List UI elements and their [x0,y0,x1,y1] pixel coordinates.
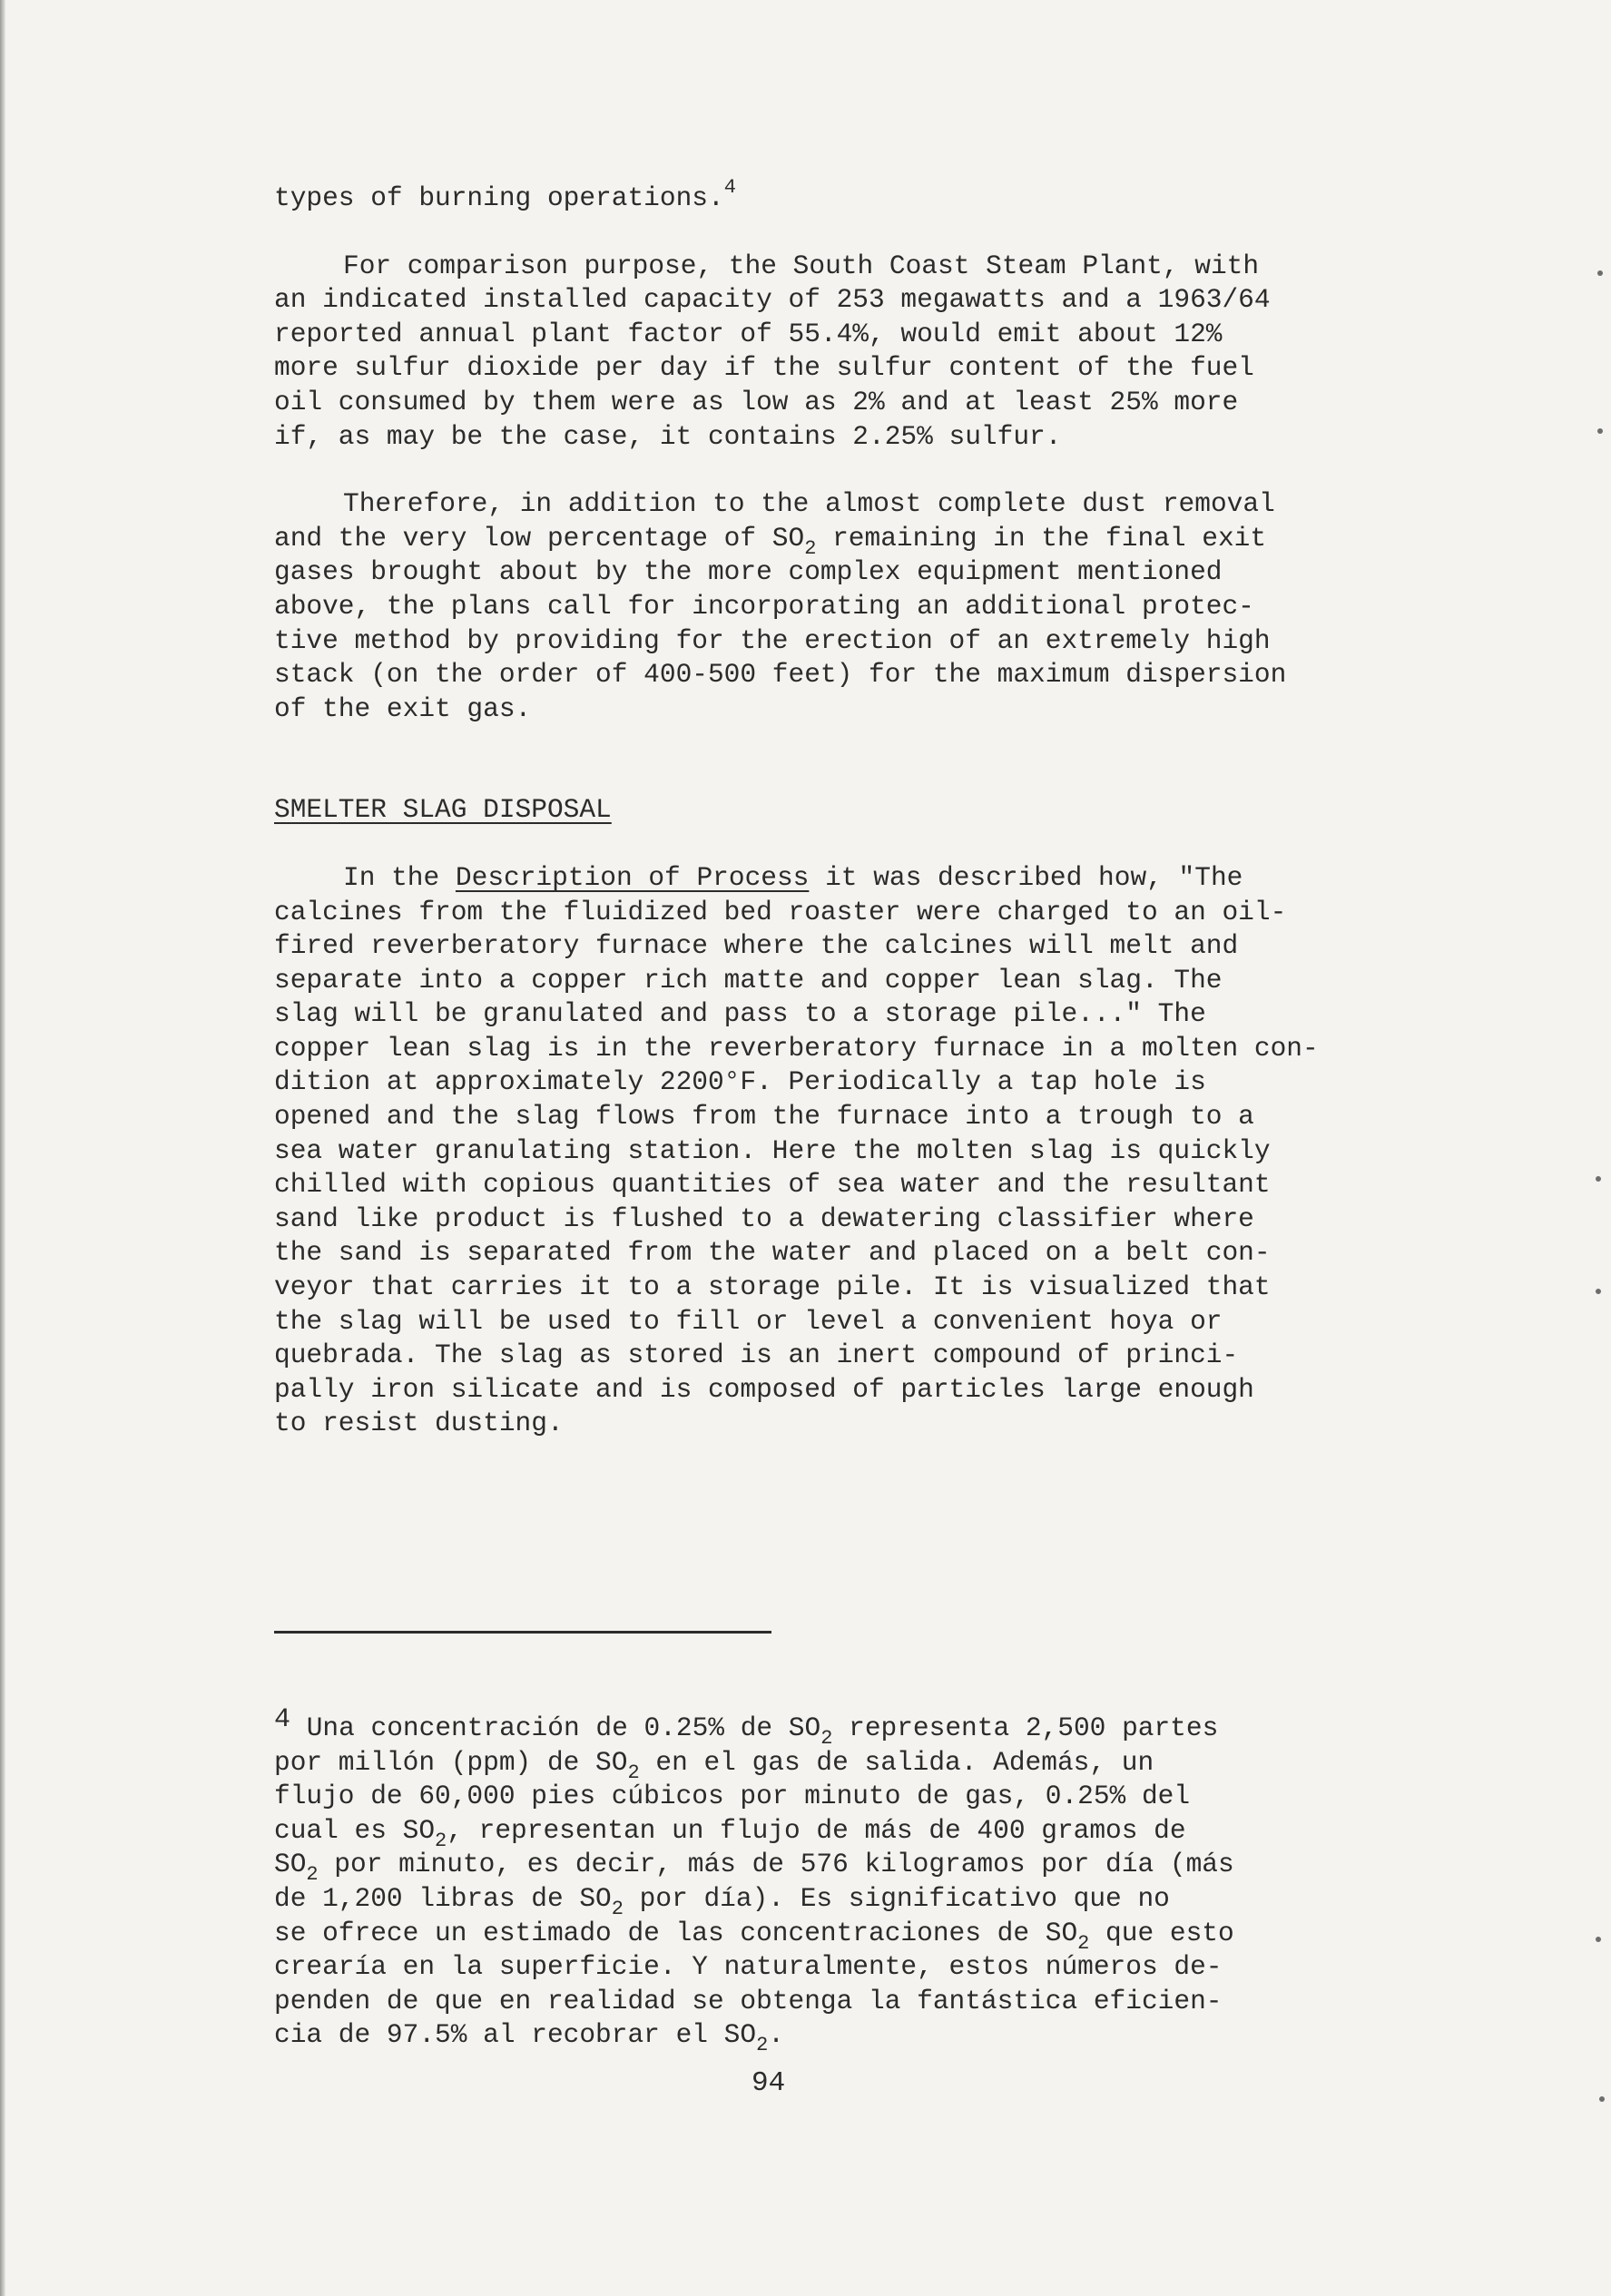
scan-speck [1596,1176,1601,1182]
document-body [274,176,1390,1441]
paragraph-text: remaining in the final exit gases brought about by the more complex equipment mentioned above, the plans call for incorporating an additional protec- tive method by providing for the erection of an extremely high stack (on the order of 400-500 feet) for the maximum dispersion of the exit gas. [274,522,1287,724]
footnote-text: Una concentración de 0.25% de SO [290,1712,821,1743]
page-edge [0,0,5,2296]
subscript: 2 [611,1897,624,1920]
section-heading: SMELTER SLAG DISPOSAL [274,794,612,826]
paragraph-text: it was described how, "The calcines from the fluidized bed roaster were charged to an oil- fired reverberatory furnace where the calcines will melt and separate into a copper rich matte and copper lean slag. The slag will be granulated and pass to a storage pile..." The copper lean slag is in the reverberatory furnace in a molten con- dition at approximately 2200°F. Periodically a tap hole is opened and the slag flows from the furnace into a trough to a sea water granulating station. Here the molten slag is quickly chilled with copious quantities of sea water and the resultant sand like product is flushed to a dewatering classifier where the sand is separated from the water and placed on a belt con- veyor that carries it to a storage pile. It is visualized that the slag will be used to fill or level a convenient hoya or quebrada. The slag as stored is an inert compound of princi- pally iron silicate and is composed of particles large enough to resist dusting. [274,861,1319,1439]
scan-speck [1596,1937,1601,1942]
footnote [274,1704,1390,2057]
footnote-text: representa 2,500 partes por millón (ppm) de SO [274,1712,1219,1778]
paragraph-text: Therefore, in addition to the almost complete dust removal and the very low percentage of SO [274,488,1275,554]
scan-speck [1596,1289,1601,1294]
scan-speck [1597,270,1603,276]
paragraph-continuation [274,176,1390,216]
footnote-text: . [768,2019,784,2051]
footnote-text: por día). Es significativo que no se ofrece un estimado de las concentraciones de SO [274,1882,1170,1948]
footnote-text: por minuto, es decir, más de 576 kilogramos por día (más de 1,200 libras de SO [274,1849,1234,1914]
footnote-text: , representan un flujo de más de 400 gramos de SO [274,1814,1186,1880]
paragraph-therefore [274,487,1390,726]
footnote-reference: 4 [723,176,736,199]
subscript: 2 [627,1761,640,1784]
paragraph-text: types of burning operations. [274,182,724,213]
referenced-section-title: Description of Process [455,861,810,893]
subscript: 2 [435,1829,447,1852]
footnote-text: en el gas de salida. Además, un flujo de 60,000 pies cúbicos por minuto de gas, 0.25% del cual es SO [274,1746,1191,1846]
paragraph-comparison: For comparison purpose, the South Coast Steam Plant, with an indicated installed capacity of 253 megawatts and a 1963/64 reported annual plant factor of 55.4%, would emit about 12% more sulfur dioxide per day if the sulfur content of the fuel oil consumed by them were as low as 2% and at least 25% more if, as may be the case, it contains 2.25% sulfur. [274,250,1271,452]
footnote-mark: 4 [274,1704,291,1735]
subscript: 2 [804,536,817,560]
footnote-text: que esto crearía en la superficie. Y naturalmente, estos números de- penden de que en realidad se obtenga la fantástica eficien- cia de 97.5% al recobrar el SO [274,1917,1234,2051]
page-number: 94 [751,2067,786,2099]
subscript: 2 [820,1727,833,1750]
paragraph-text: In the [343,861,456,893]
subscript: 2 [306,1863,319,1887]
paragraph-slag-disposal [274,861,1390,1441]
footnote-separator [274,1631,771,1634]
scan-speck [1597,428,1603,434]
subscript: 2 [1077,1931,1090,1955]
subscript: 2 [756,2034,769,2057]
scan-speck [1599,2096,1605,2102]
